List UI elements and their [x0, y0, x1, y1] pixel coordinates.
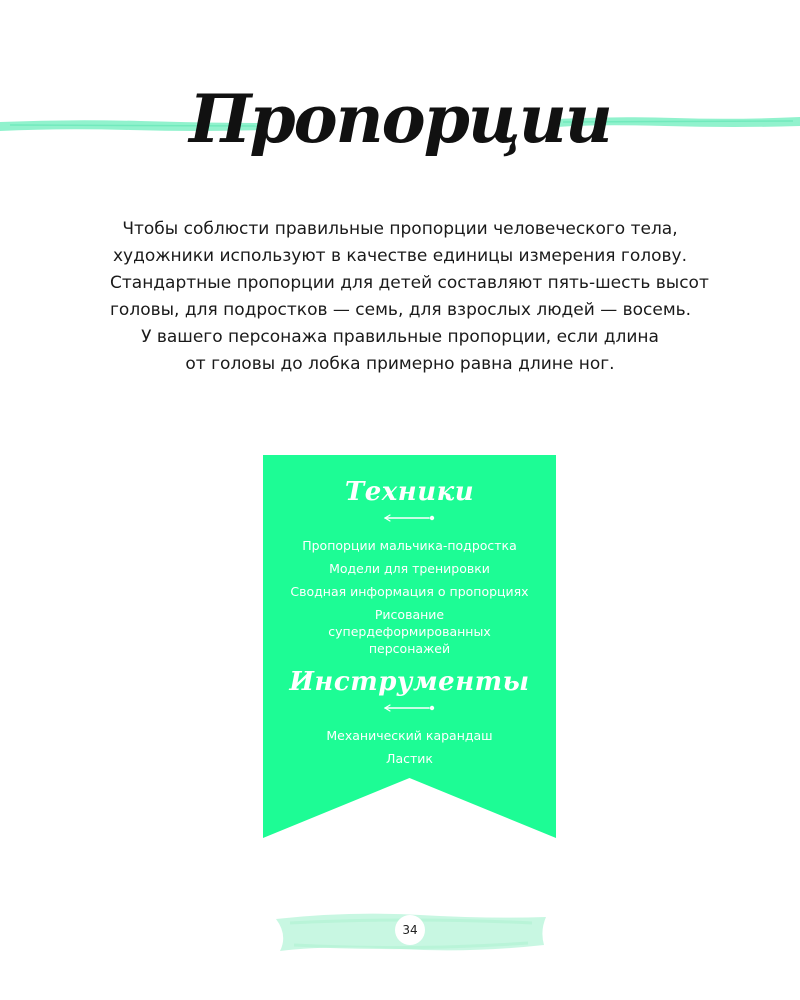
page-number: 34	[395, 915, 425, 945]
list-item: Механический карандаш	[326, 728, 493, 743]
list-item: Сводная информация о пропорциях	[290, 584, 529, 599]
intro-line: У вашего персонажа правильные пропорции, если длина	[141, 327, 659, 347]
intro-line: от головы до лобка примерно равна длине ног.	[185, 354, 615, 374]
intro-line: Чтобы соблюсти правильные пропорции человеческого тела,	[122, 219, 678, 239]
tools-list	[263, 727, 556, 767]
flourish-icon	[383, 513, 437, 523]
intro-line: художники используют в качестве единицы измерения голову.	[112, 246, 688, 266]
intro-line: Стандартные пропорции для детей составляют пять-шесть высот	[110, 273, 709, 293]
tools-title: Инструменты	[289, 667, 530, 697]
ribbon-banner	[263, 455, 556, 838]
intro-paragraph	[110, 216, 709, 378]
title-area	[0, 70, 800, 180]
list-item: Рисование супердеформированных персонажей	[328, 607, 491, 656]
list-item: Пропорции мальчика-подростка	[302, 538, 517, 553]
list-item: Модели для тренировки	[329, 561, 490, 576]
flourish-icon	[383, 703, 437, 713]
ribbon-content	[263, 455, 556, 773]
page-number-area	[270, 905, 550, 965]
page-title: Пропорции	[189, 80, 611, 158]
techniques-list	[263, 537, 556, 657]
intro-line: головы, для подростков — семь, для взрослых людей — восемь.	[110, 300, 692, 320]
list-item: Ластик	[386, 751, 433, 766]
techniques-title: Техники	[344, 477, 475, 507]
